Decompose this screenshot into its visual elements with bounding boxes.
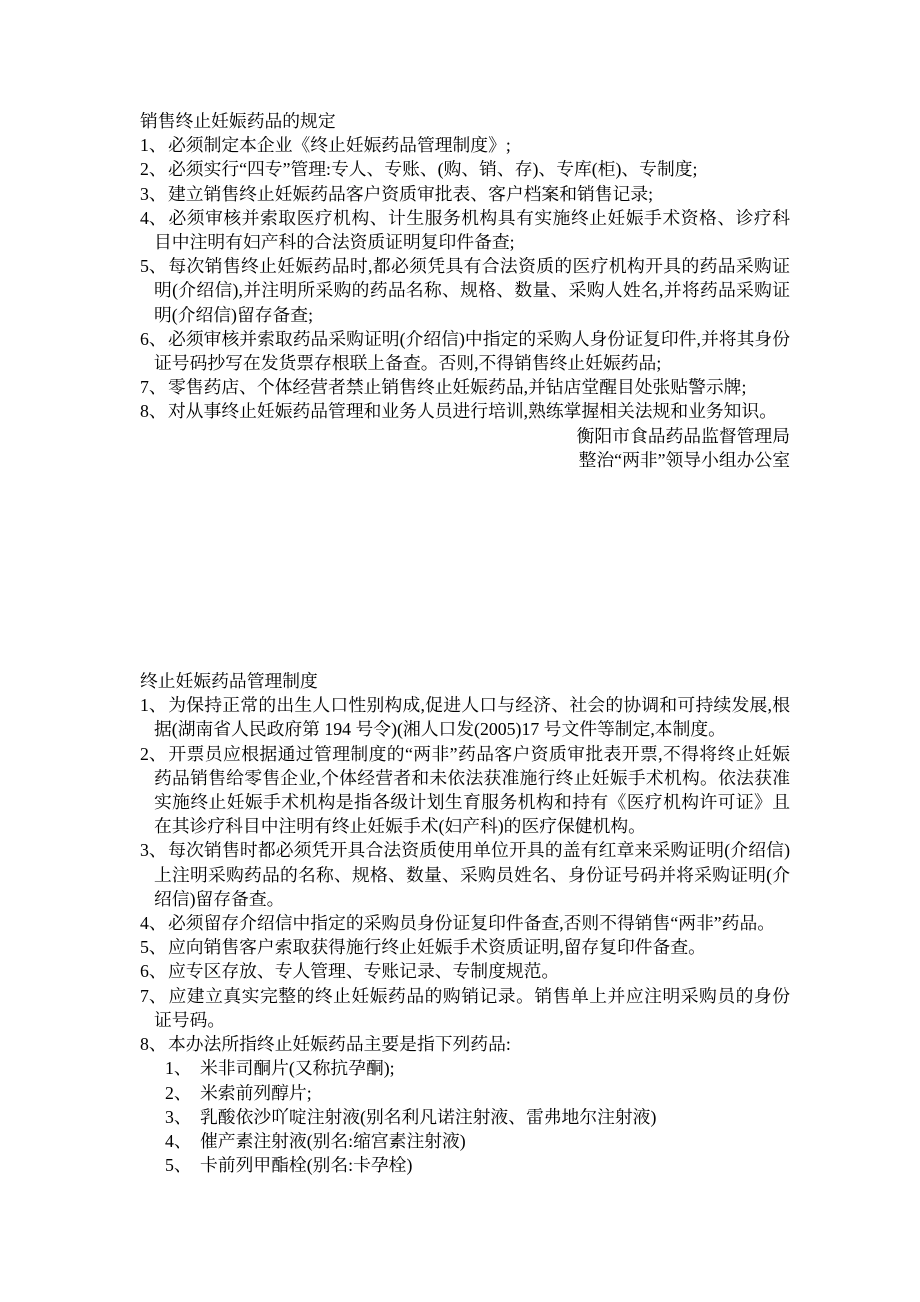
list-item — [140, 959, 790, 983]
list-item — [140, 133, 790, 157]
item-number: 1、 — [165, 1058, 192, 1079]
list-item — [140, 254, 790, 327]
item-number: 4、 — [165, 1130, 192, 1151]
item-number: 7、 — [140, 985, 167, 1006]
item-text: 每次销售时都必须凭开具合法资质使用单位开具的盖有红章来采购证明(介绍信)上注明采购药品的名称、规格、数量、采购员姓名、身份证号码并将采购证明(介绍信)留存备查。 — [154, 840, 790, 909]
item-text: 米非司酮片(又称抗孕酮); — [200, 1058, 395, 1079]
list-item — [140, 742, 790, 839]
list-item — [140, 935, 790, 959]
signature-office: 整治“两非”领导小组办公室 — [578, 449, 790, 470]
item-number: 4、 — [140, 207, 167, 228]
item-text: 应向销售客户索取获得施行终止妊娠手术资质证明,留存复印件备查。 — [168, 937, 706, 958]
item-text: 建立销售终止妊娠药品客户资质审批表、客户档案和销售记录; — [168, 183, 654, 204]
signature-issuer: 衡阳市食品药品监督管理局 — [576, 425, 790, 446]
document-content — [140, 109, 790, 1177]
item-number: 5、 — [165, 1155, 192, 1176]
item-text: 对从事终止妊娠药品管理和业务人员进行培训,熟练掌握相关法规和业务知识。 — [168, 401, 778, 422]
list-item — [140, 157, 790, 181]
drug-list-item — [165, 1129, 790, 1153]
item-text: 必须审核并索取医疗机构、计生服务机构具有实施终止妊娠手术资格、诊疗科目中注明有妇产科的合法资质证明复印件备查; — [154, 207, 790, 253]
list-item — [140, 984, 790, 1032]
item-text: 开票员应根据通过管理制度的“两非”药品客户资质审批表开票,不得将终止妊娠药品销售给零售企业,个体经营者和未依法获准施行终止妊娠手术机构。依法获准实施终止妊娠手术机构是指各级计划生育服务机构和持有《医疗机构许可证》且在其诊疗科目中注明有终止妊娠手术(妇产科)的医疗保健机构。 — [154, 743, 790, 837]
item-number: 2、 — [140, 743, 167, 764]
item-number: 1、 — [140, 135, 167, 156]
drug-list-item — [165, 1153, 790, 1177]
list-item — [140, 375, 790, 399]
item-text: 零售药店、个体经营者禁止销售终止妊娠药品,并钻店堂醒目处张贴警示牌; — [168, 377, 747, 398]
section-sales-regulations — [140, 109, 790, 472]
item-number: 5、 — [140, 256, 167, 277]
item-text: 为保持正常的出生人口性别构成,促进人口与经济、社会的协调和可持续发展,根据(湖南省人民政府第 194 号令)(湘人口发(2005)17 号文件等制定,本制度。 — [154, 695, 790, 740]
list-item — [140, 206, 790, 254]
item-text: 每次销售终止妊娠药品时,都必须凭具有合法资质的医疗机构开具的药品采购证明(介绍信),并注明所采购的药品名称、规格、数量、采购人姓名,并将药品采购证明(介绍信)留存备查; — [154, 256, 790, 325]
item-number: 5、 — [140, 937, 167, 958]
list-item — [140, 1032, 790, 1056]
section-title-sales-regulations: 销售终止妊娠药品的规定 — [140, 111, 336, 131]
item-number: 6、 — [140, 328, 167, 349]
list-item — [140, 838, 790, 911]
list-item — [140, 399, 790, 423]
list-item — [140, 693, 790, 741]
item-text: 催产素注射液(别名:缩宫素注射液) — [200, 1130, 466, 1151]
item-text: 必须留存介绍信中指定的采购员身份证复印件备查,否则不得销售“两非”药品。 — [168, 913, 776, 934]
item-text: 应专区存放、专人管理、专账记录、专制度规范。 — [168, 961, 560, 982]
item-number: 8、 — [140, 401, 167, 422]
item-number: 2、 — [140, 159, 167, 180]
item-text: 必须制定本企业《终止妊娠药品管理制度》; — [168, 135, 511, 156]
drug-list-item — [165, 1081, 790, 1105]
item-number: 3、 — [140, 840, 167, 861]
item-number: 3、 — [165, 1106, 192, 1127]
item-number: 4、 — [140, 913, 167, 934]
item-number: 1、 — [140, 695, 167, 716]
item-number: 8、 — [140, 1034, 167, 1055]
item-text: 必须审核并索取药品采购证明(介绍信)中指定的采购人身份证复印件,并将其身份证号码抄写在发货票存根联上备查。否则,不得销售终止妊娠药品; — [154, 328, 790, 374]
item-text: 必须实行“四专”管理:专人、专账、(购、销、存)、专库(柜)、专制度; — [168, 159, 698, 180]
drug-list-item — [165, 1105, 790, 1129]
list-item — [140, 182, 790, 206]
item-text: 乳酸依沙吖啶注射液(别名利凡诺注射液、雷弗地尔注射液) — [200, 1106, 657, 1127]
item-number: 3、 — [140, 183, 167, 204]
list-item — [140, 911, 790, 935]
drug-list-item — [165, 1056, 790, 1080]
item-number: 6、 — [140, 961, 167, 982]
list-item — [140, 327, 790, 375]
item-text: 应建立真实完整的终止妊娠药品的购销记录。销售单上并应注明采购员的身份证号码。 — [154, 985, 790, 1030]
section-gap — [140, 472, 790, 669]
item-text: 米索前列醇片; — [200, 1082, 312, 1103]
section-management-system — [140, 669, 790, 1177]
item-number: 7、 — [140, 377, 167, 398]
item-number: 2、 — [165, 1082, 192, 1103]
item-text: 卡前列甲酯栓(别名:卡孕栓) — [200, 1155, 413, 1176]
item-text: 本办法所指终止妊娠药品主要是指下列药品: — [168, 1034, 511, 1055]
section-title-management-system: 终止妊娠药品管理制度 — [140, 671, 318, 692]
